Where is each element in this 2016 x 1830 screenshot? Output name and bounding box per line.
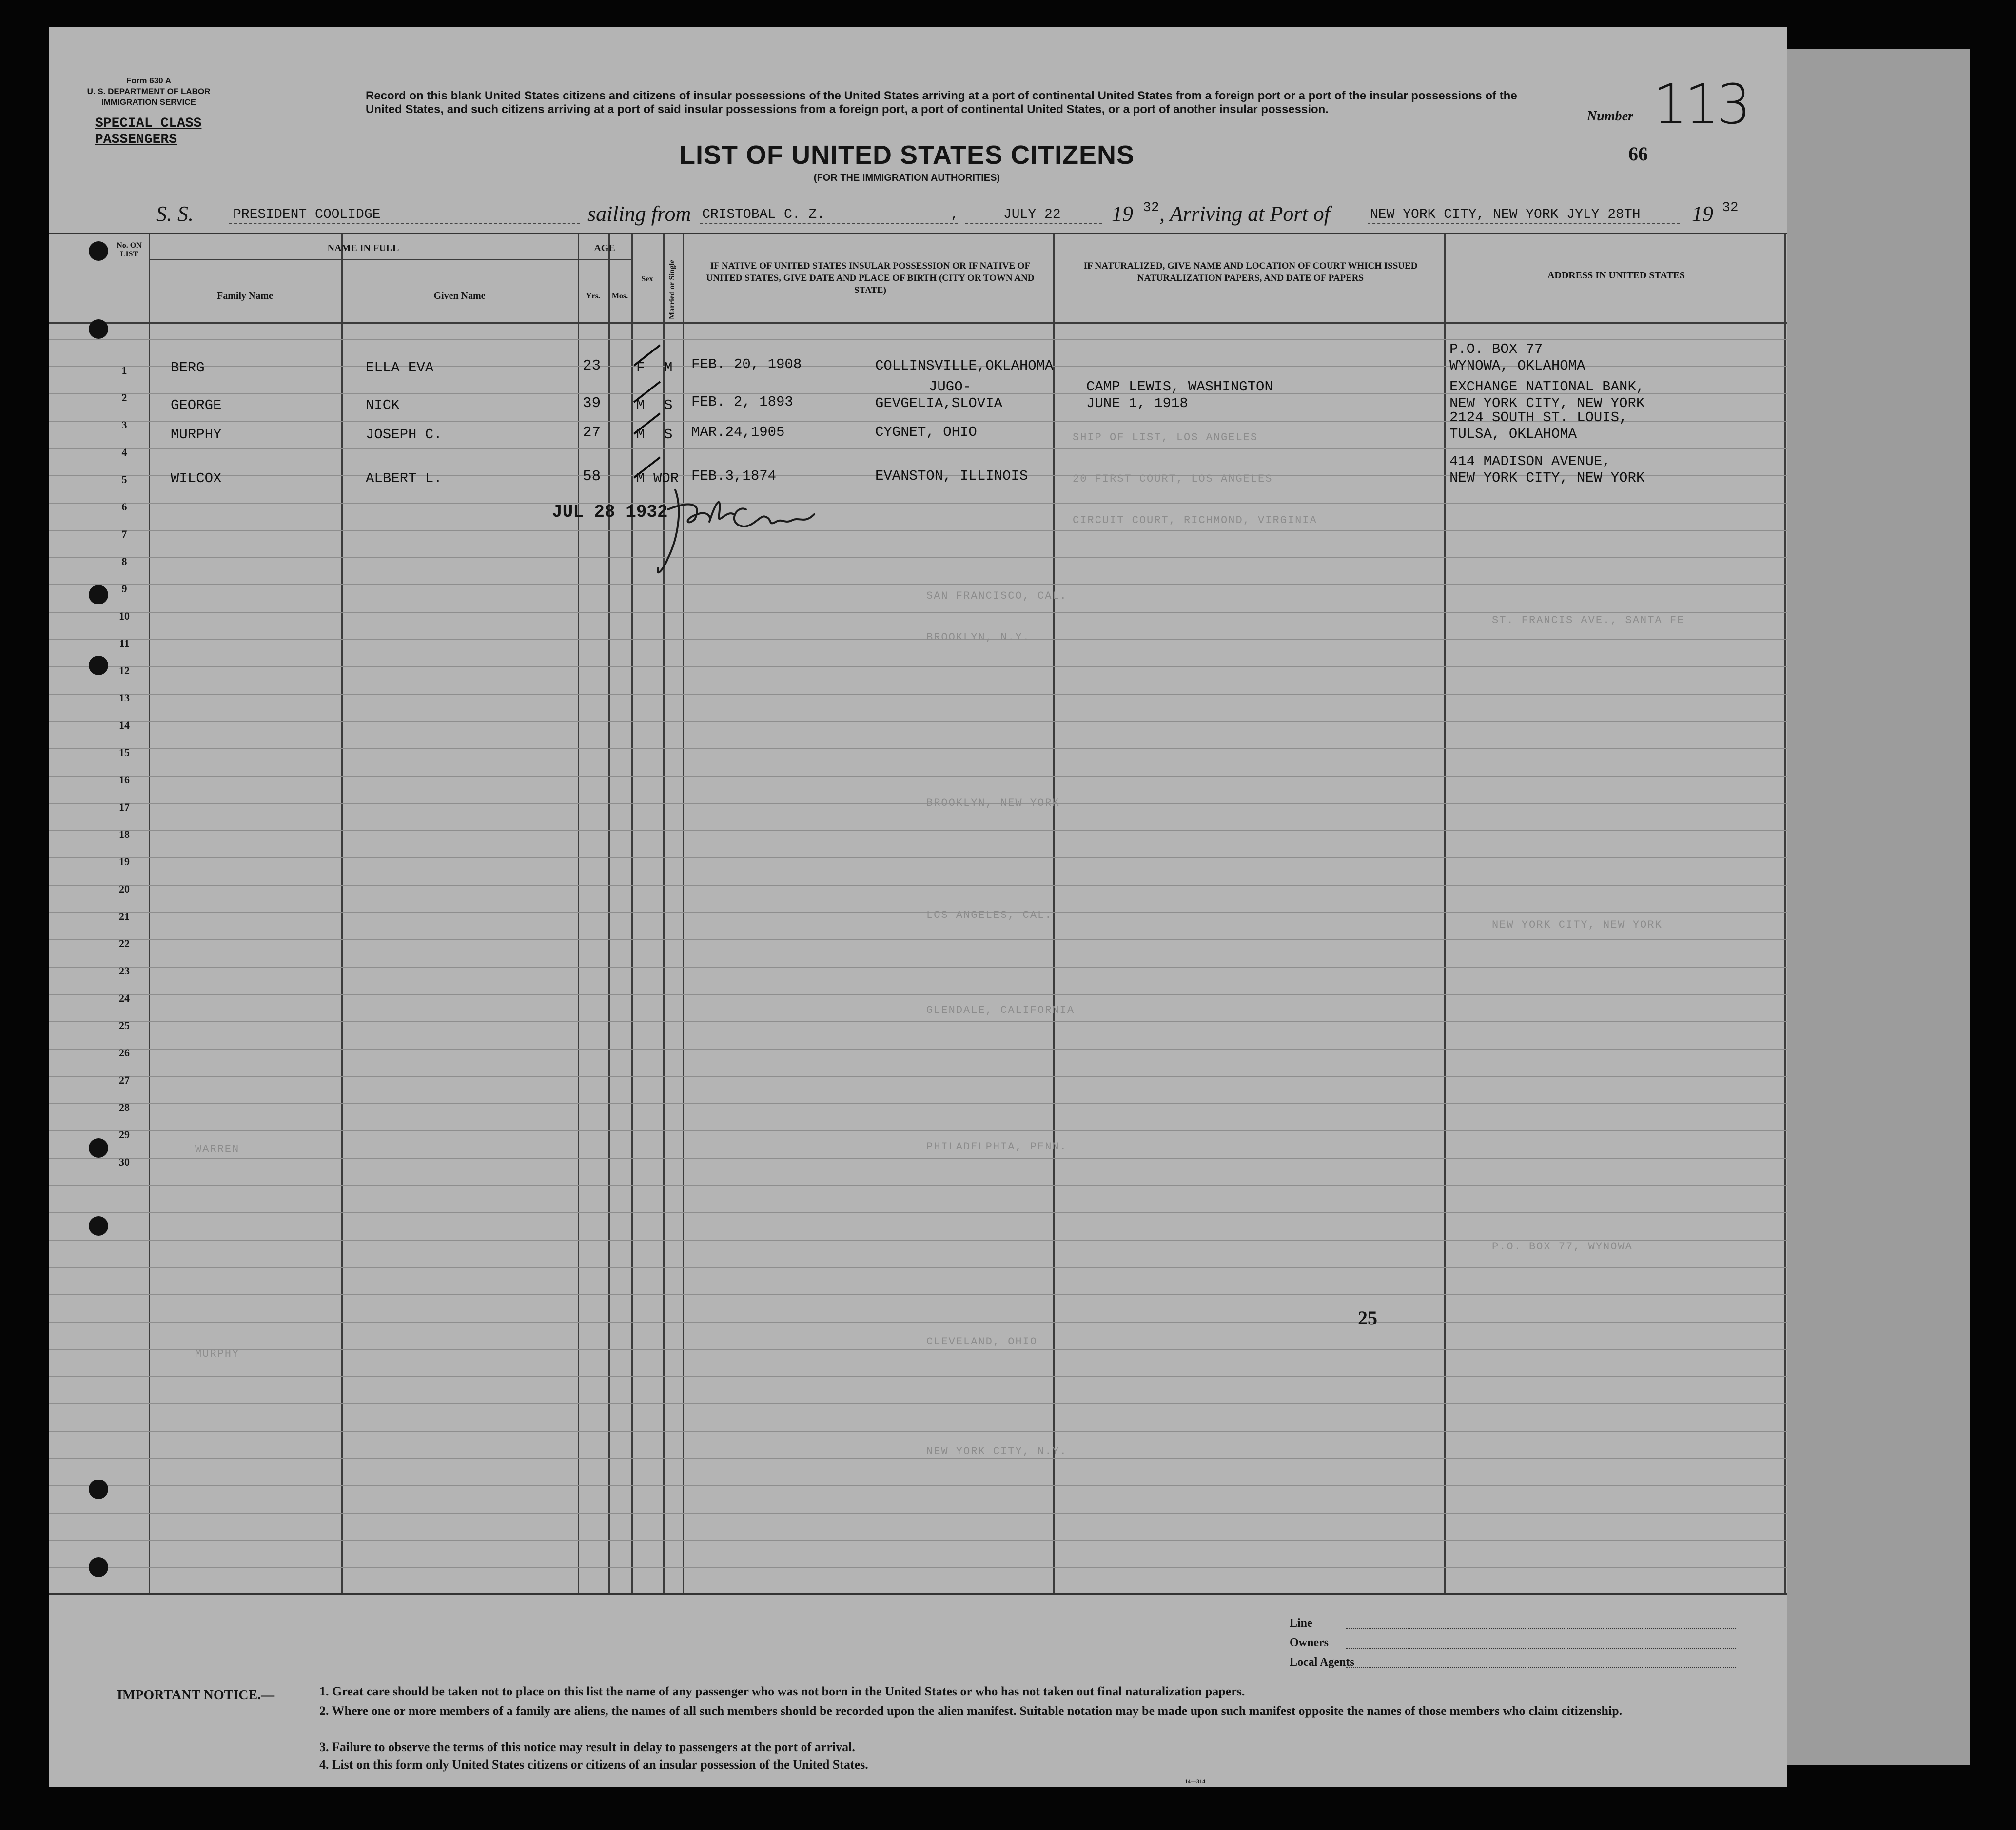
birth-place-prefix: JUGO- bbox=[929, 379, 972, 395]
row-number: 27 bbox=[119, 1074, 130, 1086]
birth-date: FEB. 20, 1908 bbox=[691, 356, 802, 372]
ruled-line bbox=[49, 1349, 1787, 1350]
ghost-text: GLENDALE, CALIFORNIA bbox=[926, 1004, 1075, 1016]
date-fill-line bbox=[965, 223, 1102, 224]
header-no: No. ON LIST bbox=[117, 241, 142, 258]
address-line-2: NEW YORK CITY, NEW YORK bbox=[1449, 470, 1645, 486]
notice-item: 3. Failure to observe the terms of this notice may result in delay to passengers at the port of arrival. bbox=[319, 1740, 855, 1754]
punch-hole bbox=[89, 241, 108, 261]
family-name: GEORGE bbox=[171, 397, 222, 413]
notice-item: 4. List on this form only United States citizens or citizens of an insular possession of the United States. bbox=[319, 1757, 868, 1772]
punch-hole bbox=[89, 319, 108, 339]
address-line-1: 2124 SOUTH ST. LOUIS, bbox=[1449, 409, 1628, 426]
ghost-text: BROOKLYN, N.Y. bbox=[926, 631, 1030, 643]
row-number: 4 bbox=[121, 446, 127, 458]
col-divider-yrs bbox=[608, 234, 610, 1593]
local-agents-fill bbox=[1346, 1667, 1736, 1668]
ruled-line bbox=[49, 885, 1787, 886]
ghost-text: SAN FRANCISCO, CAL. bbox=[926, 590, 1067, 602]
sail-date: JULY 22 bbox=[1003, 207, 1061, 222]
punch-hole bbox=[89, 1138, 108, 1158]
form-code: 14—314 bbox=[1185, 1778, 1205, 1785]
ruled-line bbox=[49, 639, 1787, 640]
special-class-label bbox=[95, 116, 201, 148]
header-mos: Mos. bbox=[611, 292, 628, 300]
birth-date: FEB. 2, 1893 bbox=[691, 394, 793, 410]
row-number: 7 bbox=[121, 528, 127, 540]
row-number: 15 bbox=[119, 746, 130, 759]
row-number: 18 bbox=[119, 828, 130, 840]
form-number: Form 630 A bbox=[126, 76, 171, 85]
row-number: 16 bbox=[119, 774, 130, 786]
ship-fill-line bbox=[229, 223, 580, 224]
row-number: 8 bbox=[121, 555, 127, 567]
ghost-text: CIRCUIT COURT, RICHMOND, VIRGINIA bbox=[1073, 514, 1317, 526]
ruled-line bbox=[49, 1049, 1787, 1050]
age-years: 39 bbox=[583, 395, 601, 412]
ruled-line bbox=[49, 1021, 1787, 1022]
instruction-text: Record on this blank United States citizens and citizens of insular possessions of the United States arriving at a port of continental United States from a foreign port or a port of the insular possessions of the United States, and such citizens arriving at a port of said insular possessions from a foreign port, a port of continental United States, or a port of another insular possession. bbox=[366, 89, 1517, 116]
naturalization-court: CAMP LEWIS, WASHINGTON bbox=[1086, 379, 1273, 395]
year-prefix-1: 19 bbox=[1112, 202, 1133, 226]
header-family-name: Family Name bbox=[217, 291, 273, 301]
ship-name: PRESIDENT COOLIDGE bbox=[233, 207, 381, 222]
ruled-line bbox=[49, 1294, 1787, 1295]
header-base-line bbox=[49, 322, 1787, 324]
row-number: 28 bbox=[119, 1101, 130, 1113]
ruled-line bbox=[49, 557, 1787, 558]
arrival-port: NEW YORK CITY, NEW YORK JYLY 28TH bbox=[1370, 207, 1641, 222]
header-married-single: Married or Single bbox=[668, 259, 676, 319]
ruled-line bbox=[49, 1458, 1787, 1459]
date-stamp: JUL 28 1932 bbox=[552, 502, 668, 522]
row-number: 19 bbox=[119, 856, 130, 868]
ruled-line bbox=[49, 1540, 1787, 1541]
birth-date: MAR.24,1905 bbox=[691, 424, 785, 440]
ruled-line bbox=[49, 967, 1787, 968]
age-years: 23 bbox=[583, 357, 601, 374]
ruled-line bbox=[49, 1376, 1787, 1377]
ghost-text: ST. FRANCIS AVE., SANTA FE bbox=[1492, 614, 1685, 626]
ruled-line bbox=[49, 666, 1787, 667]
ruled-line bbox=[49, 857, 1787, 858]
department-name: U. S. DEPARTMENT OF LABOR bbox=[87, 87, 211, 96]
ruled-line bbox=[49, 1485, 1787, 1486]
row-number: 30 bbox=[119, 1156, 130, 1168]
col-divider-family bbox=[341, 234, 343, 1593]
row-number: 9 bbox=[121, 583, 127, 595]
ghost-text: LOS ANGELES, CAL. bbox=[926, 909, 1053, 921]
arrival-fill-line bbox=[1368, 223, 1680, 224]
row-number: 2 bbox=[121, 391, 127, 404]
page-number: 66 bbox=[1628, 143, 1648, 165]
ruled-line bbox=[49, 1185, 1787, 1186]
punch-hole bbox=[89, 1557, 108, 1577]
ruled-line bbox=[49, 1513, 1787, 1514]
number-label: Number bbox=[1587, 109, 1633, 124]
ruled-line bbox=[49, 1403, 1787, 1404]
ghost-text: WARREN bbox=[195, 1143, 240, 1155]
row-number: 5 bbox=[121, 473, 127, 486]
birth-place: COLLINSVILLE,OKLAHOMA bbox=[875, 358, 1054, 374]
ruled-line bbox=[49, 1212, 1787, 1213]
ruled-line bbox=[49, 1103, 1787, 1104]
row-number: 13 bbox=[119, 692, 130, 704]
row-number: 11 bbox=[119, 637, 130, 649]
birth-place: CYGNET, OHIO bbox=[875, 424, 977, 440]
ruled-line bbox=[49, 939, 1787, 940]
line-label: Line bbox=[1290, 1617, 1312, 1630]
row-number: 29 bbox=[119, 1129, 130, 1141]
col-divider-address bbox=[1784, 234, 1786, 1593]
ruled-line bbox=[49, 448, 1787, 449]
ghost-text: CLEVELAND, OHIO bbox=[926, 1336, 1038, 1348]
punch-hole bbox=[89, 585, 108, 604]
given-name: JOSEPH C. bbox=[366, 427, 442, 443]
family-name: BERG bbox=[171, 360, 205, 376]
ruled-line bbox=[49, 1431, 1787, 1432]
ruled-line bbox=[49, 694, 1787, 695]
marital-status: S bbox=[664, 427, 673, 443]
line-fill bbox=[1346, 1628, 1736, 1629]
ghost-text: BROOKLYN, NEW YORK bbox=[926, 797, 1060, 809]
row-number: 1 bbox=[121, 364, 127, 376]
punch-hole bbox=[89, 656, 108, 675]
ruled-line bbox=[49, 912, 1787, 913]
age-years: 58 bbox=[583, 468, 601, 485]
year-prefix-2: 19 bbox=[1692, 202, 1713, 226]
given-name: ALBERT L. bbox=[366, 470, 442, 487]
col-divider-no bbox=[149, 234, 150, 1593]
row-number: 24 bbox=[119, 992, 130, 1004]
ruled-line bbox=[49, 612, 1787, 613]
row-number: 21 bbox=[119, 910, 130, 922]
sex: M bbox=[636, 427, 645, 443]
port-fill-line bbox=[700, 223, 958, 224]
naturalization-date: JUNE 1, 1918 bbox=[1086, 395, 1188, 411]
row-number: 20 bbox=[119, 883, 130, 895]
col-divider-given bbox=[578, 234, 579, 1593]
page-title: LIST OF UNITED STATES CITIZENS bbox=[679, 140, 1135, 170]
sex: F bbox=[636, 360, 645, 376]
table-bottom-border bbox=[49, 1593, 1787, 1595]
ruled-line bbox=[49, 776, 1787, 777]
owners-label: Owners bbox=[1290, 1636, 1329, 1649]
local-agents-label: Local Agents bbox=[1290, 1656, 1354, 1669]
manifest-sheet bbox=[49, 27, 1787, 1787]
ghost-text: NEW YORK CITY, N.Y. bbox=[926, 1445, 1067, 1458]
header-sex: Sex bbox=[641, 275, 653, 283]
birth-place: GEVGELIA,SLOVIA bbox=[875, 395, 1003, 411]
given-name: ELLA EVA bbox=[366, 360, 434, 376]
header-given-name: Given Name bbox=[433, 291, 486, 301]
address-line-1: 414 MADISON AVENUE, bbox=[1449, 453, 1611, 469]
row-number: 22 bbox=[119, 937, 130, 950]
header-birth: IF NATIVE OF UNITED STATES INSULAR POSSESSION OR IF NATIVE OF UNITED STATES, GIVE DATE AND PLACE OF BIRTH (CITY OR TOWN AND STATE) bbox=[706, 261, 1035, 295]
arrival-year: 32 bbox=[1722, 200, 1739, 215]
sail-date-separator: , bbox=[951, 207, 959, 222]
row-number: 26 bbox=[119, 1047, 130, 1059]
ruled-line bbox=[49, 721, 1787, 722]
marital-status: WDR bbox=[653, 470, 679, 487]
ghost-text: SHIP OF LIST, LOS ANGELES bbox=[1073, 431, 1258, 444]
ghost-text: MURPHY bbox=[195, 1348, 240, 1360]
sailing-label: sailing from bbox=[587, 202, 691, 226]
departure-port: CRISTOBAL C. Z. bbox=[702, 207, 825, 222]
birth-date: FEB.3,1874 bbox=[691, 468, 777, 484]
address-line-2: NEW YORK CITY, NEW YORK bbox=[1449, 395, 1645, 411]
col-divider-birth bbox=[1053, 234, 1055, 1593]
header-address: ADDRESS IN UNITED STATES bbox=[1547, 270, 1685, 281]
notice-heading: IMPORTANT NOTICE.— bbox=[117, 1688, 275, 1703]
service-name: IMMIGRATION SERVICE bbox=[101, 97, 196, 107]
row-number: 14 bbox=[119, 719, 130, 731]
ruled-line bbox=[49, 1130, 1787, 1131]
marital-status: M bbox=[664, 360, 673, 376]
form-identifier bbox=[85, 76, 212, 108]
ruled-line bbox=[49, 339, 1787, 340]
ruled-line bbox=[49, 1158, 1787, 1159]
ghost-text: PHILADELPHIA, PENN. bbox=[926, 1141, 1067, 1153]
row-number: 23 bbox=[119, 965, 130, 977]
ruled-line bbox=[49, 1322, 1787, 1323]
notice-item: 2. Where one or more members of a family are aliens, the names of all such members should be recorded upon the alien manifest. Suitable notation may be made upon such manifest opposite the names of those members who claim citizenship. bbox=[319, 1704, 1623, 1718]
punch-hole bbox=[89, 1216, 108, 1236]
birth-place: EVANSTON, ILLINOIS bbox=[875, 468, 1028, 484]
punch-hole bbox=[89, 1480, 108, 1499]
inspector-signature bbox=[648, 480, 824, 583]
ghost-text: 20 FIRST COURT, LOS ANGELES bbox=[1073, 473, 1273, 485]
name-subheader-line bbox=[149, 259, 578, 260]
arriving-label: , Arriving at Port of bbox=[1159, 202, 1330, 226]
owners-fill bbox=[1346, 1648, 1736, 1649]
sail-year: 32 bbox=[1143, 200, 1159, 215]
age-subheader-line bbox=[578, 259, 631, 260]
list-number: 113 bbox=[1653, 73, 1748, 136]
ruled-line bbox=[49, 1567, 1787, 1568]
ruled-line bbox=[49, 803, 1787, 804]
marital-status: S bbox=[664, 397, 673, 413]
family-name: WILCOX bbox=[171, 470, 222, 487]
special-class-line-1: SPECIAL CLASS bbox=[95, 116, 202, 131]
header-naturalized: IF NATURALIZED, GIVE NAME AND LOCATION OF COURT WHICH ISSUED NATURALIZATION PAPERS, AND DATE OF PAPERS bbox=[1083, 261, 1418, 283]
row-number: 25 bbox=[119, 1019, 130, 1032]
row-number: 10 bbox=[119, 610, 130, 622]
special-class-line-2: PASSENGERS bbox=[95, 132, 177, 147]
row-number: 3 bbox=[121, 419, 127, 431]
address-line-1: P.O. BOX 77 bbox=[1449, 341, 1543, 357]
row-number: 17 bbox=[119, 801, 130, 813]
family-name: MURPHY bbox=[171, 427, 222, 443]
address-line-2: TULSA, OKLAHOMA bbox=[1449, 426, 1577, 442]
address-line-1: EXCHANGE NATIONAL BANK, bbox=[1449, 379, 1645, 395]
ruled-line bbox=[49, 503, 1787, 504]
table-top-border bbox=[49, 233, 1787, 234]
header-name-in-full: NAME IN FULL bbox=[327, 243, 399, 253]
sex: M bbox=[636, 470, 645, 487]
ruled-line bbox=[49, 1267, 1787, 1268]
age-years: 27 bbox=[583, 424, 601, 441]
ghost-text: P.O. BOX 77, WYNOWA bbox=[1492, 1241, 1633, 1253]
sex: M bbox=[636, 397, 645, 413]
ruled-line bbox=[49, 530, 1787, 531]
row-number: 12 bbox=[119, 664, 130, 677]
col-divider-married bbox=[683, 234, 684, 1593]
col-divider-naturalized bbox=[1444, 234, 1446, 1593]
ghost-text: NEW YORK CITY, NEW YORK bbox=[1492, 919, 1663, 931]
notice-item: 1. Great care should be taken not to place on this list the name of any passenger who was not born in the United States or who has not taken out final naturalization papers. bbox=[319, 1684, 1245, 1698]
address-line-2: WYNOWA, OKLAHOMA bbox=[1449, 358, 1585, 374]
header-age: AGE bbox=[594, 243, 615, 253]
ruled-line bbox=[49, 830, 1787, 831]
header-yrs: Yrs. bbox=[586, 292, 600, 300]
ruled-line bbox=[49, 748, 1787, 749]
ss-label: S. S. bbox=[156, 202, 194, 226]
adjacent-page-edge bbox=[1775, 49, 1970, 1765]
page-subtitle: (FOR THE IMMIGRATION AUTHORITIES) bbox=[813, 173, 1000, 183]
col-divider-mos bbox=[631, 234, 633, 1593]
count-note: 25 bbox=[1358, 1307, 1377, 1329]
ruled-line bbox=[49, 994, 1787, 995]
given-name: NICK bbox=[366, 397, 400, 413]
ruled-line bbox=[49, 584, 1787, 585]
row-number: 6 bbox=[121, 501, 127, 513]
ruled-line bbox=[49, 1076, 1787, 1077]
